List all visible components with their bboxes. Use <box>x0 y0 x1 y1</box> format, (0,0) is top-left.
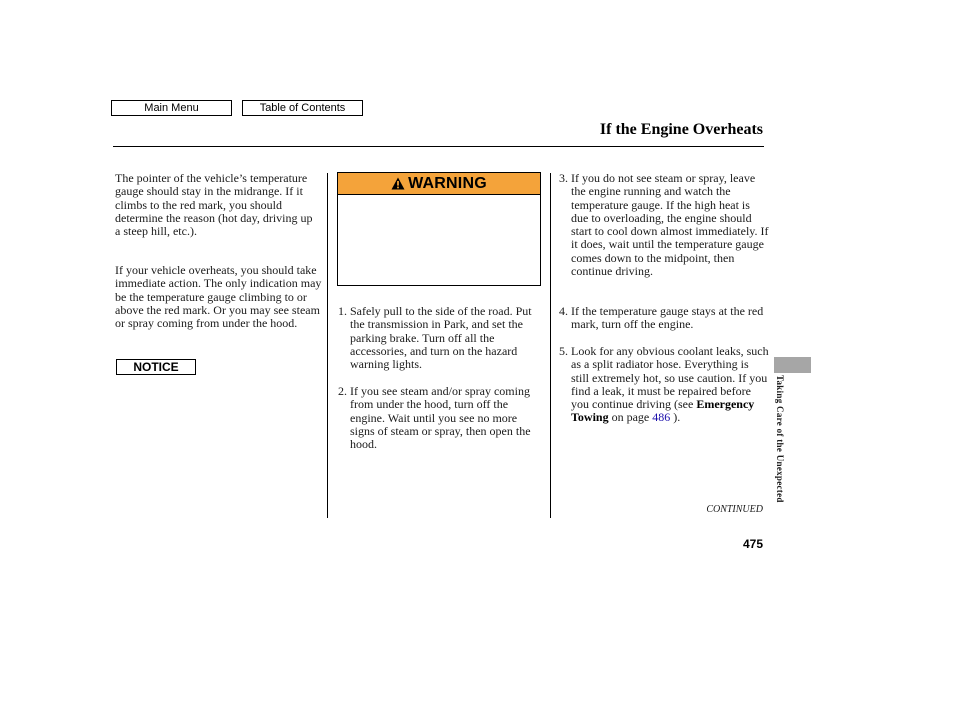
main-menu-button[interactable]: Main Menu <box>111 100 232 116</box>
page-number: 475 <box>742 537 763 551</box>
page-title: If the Engine Overheats <box>599 121 763 138</box>
step-number: 5. <box>559 344 568 358</box>
step-text <box>571 345 769 425</box>
step-text: If you do not see steam or spray, leave the engine running and watch the temperature gauge. If the high heat is due to overloading, the engine should start to cool down almost immediately. If it does, wait until the temperature gauge comes down to the midpoint, then continue driving. <box>571 171 769 279</box>
step-item <box>559 172 769 278</box>
column-divider <box>327 173 328 518</box>
notice-label: NOTICE <box>116 359 196 375</box>
section-tab-marker <box>774 357 811 373</box>
step-item <box>338 305 542 371</box>
column-divider <box>550 173 551 518</box>
warning-box <box>337 172 541 286</box>
step-text: If the temperature gauge stays at the red mark, turn off the engine. <box>571 304 764 332</box>
intro-paragraph: The pointer of the vehicle’s temperature gauge should stay in the midrange. If it climbs to the red mark, you should determine the reason (hot day, driving up a steep hill, etc.). <box>115 171 313 239</box>
step-number: 2. <box>338 384 347 398</box>
step-number: 4. <box>559 304 568 318</box>
emergency-towing-reference: Emergency Towing <box>571 397 755 425</box>
continued-label: CONTINUED <box>706 504 763 515</box>
overheat-paragraph: If your vehicle overheats, you should take immediate action. The only indication may be the temperature gauge climbing to or above the red mark. Or you may see steam or spray coming from under the hood. <box>115 263 322 331</box>
step-number: 3. <box>559 171 568 185</box>
title-divider <box>113 146 764 147</box>
table-of-contents-button[interactable]: Table of Contents <box>242 100 363 116</box>
step-text: If you see steam and/or spray coming from under the hood, turn off the engine. Wait until you see no more signs of steam or spray, then open the hood. <box>350 384 531 452</box>
step-text-part: ). <box>670 410 681 425</box>
step-item <box>338 385 542 451</box>
warning-header <box>338 173 540 195</box>
step-text-part: on page <box>608 410 653 425</box>
warning-label: WARNING <box>408 174 487 192</box>
warning-triangle-icon <box>391 177 405 190</box>
step-number: 1. <box>338 304 347 318</box>
step-text-part: Look for any obvious coolant leaks, such as a split radiator hose. Everything is still extremely hot, so use caution. If you find a leak, it must be repaired before you continue driving (see <box>571 344 769 412</box>
page-486-link[interactable]: 486 <box>652 410 671 425</box>
section-tab-label: Taking Care of the Unexpected <box>775 375 785 503</box>
step-item <box>559 305 769 332</box>
step-text: Safely pull to the side of the road. Put the transmission in Park, and set the parking brake. Turn off all the accessories, and turn on the hazard warning lights. <box>350 304 532 372</box>
step-item <box>559 345 769 425</box>
